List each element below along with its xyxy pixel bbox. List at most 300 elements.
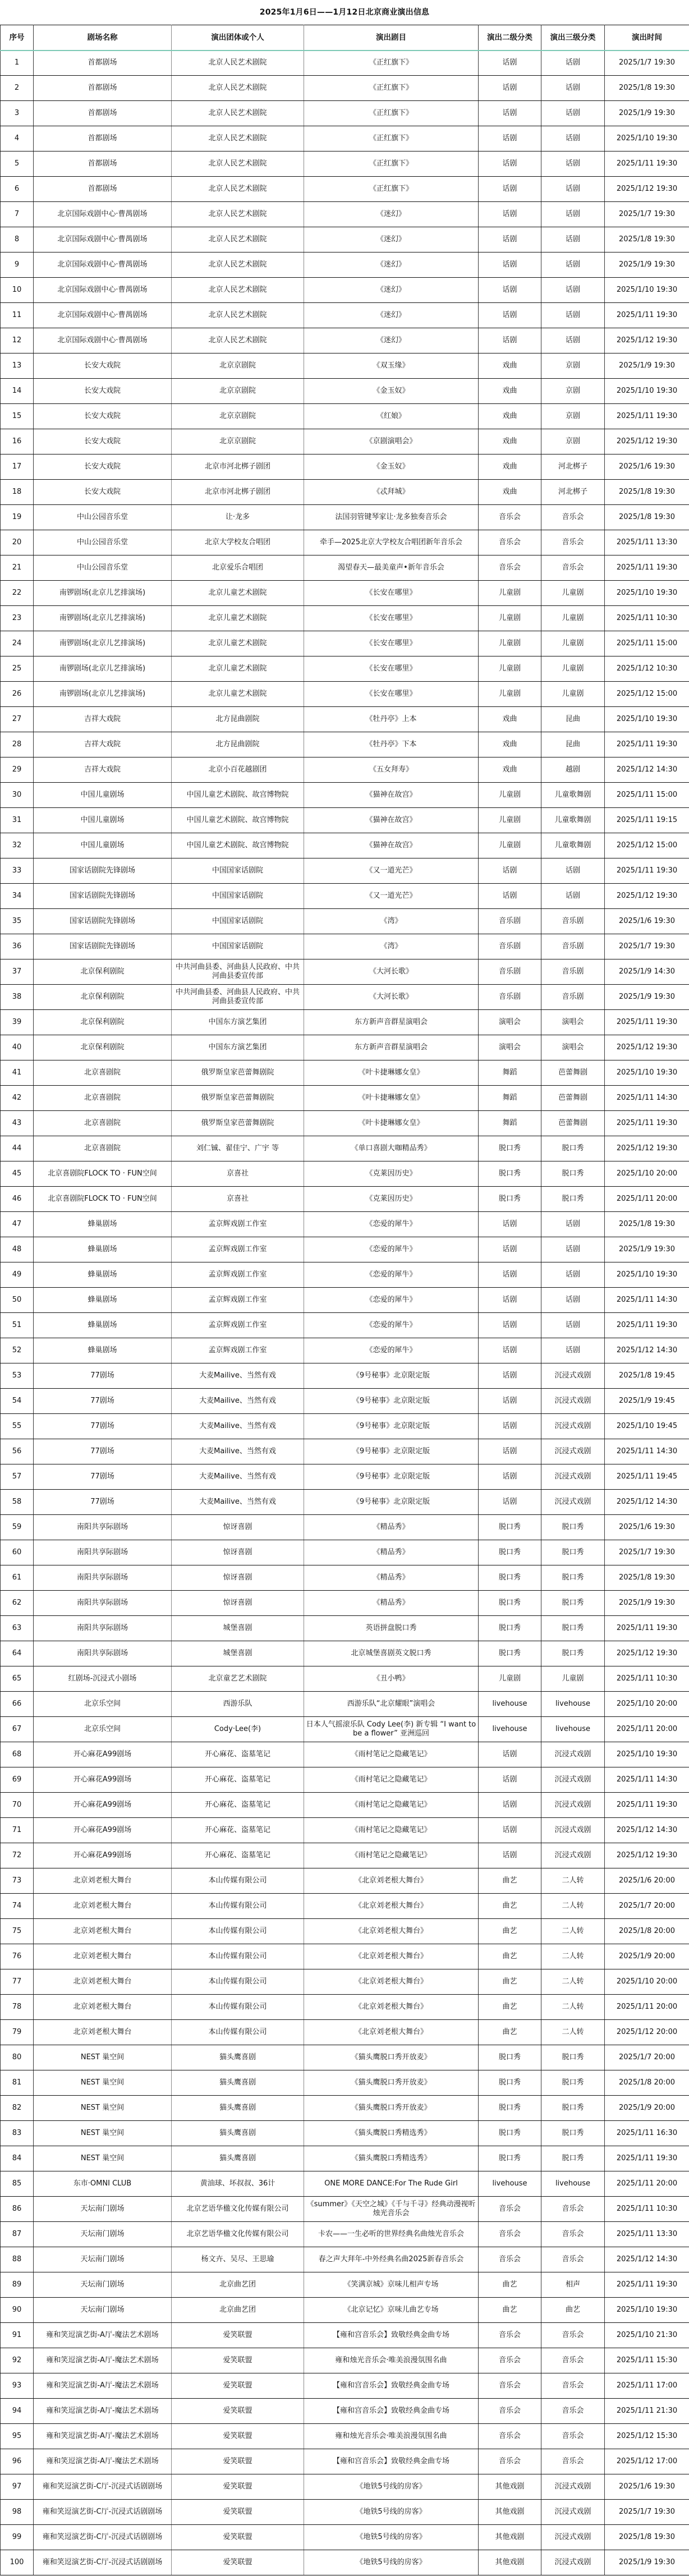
- cell-index: 100: [1, 2550, 34, 2575]
- cell-category-level2: 话剧: [479, 1742, 541, 1767]
- cell-time: 2025/1/11 19:15: [605, 808, 689, 833]
- cell-category-level2: 儿童剧: [479, 783, 541, 808]
- cell-venue: 南阳共享际剧场: [34, 1515, 172, 1540]
- table-row: [1, 1515, 689, 1540]
- table-row: [1, 1086, 689, 1111]
- cell-performer: 北京人民艺术剧院: [172, 303, 304, 328]
- cell-program: 《克莱因历史》: [304, 1161, 479, 1187]
- cell-performer: 孟京辉戏剧工作室: [172, 1262, 304, 1288]
- cell-index: 82: [1, 2096, 34, 2121]
- cell-category-level2: 音乐会: [479, 2424, 541, 2449]
- cell-venue: 雍和笑逗演艺街-A厅-魔法艺术剧场: [34, 2399, 172, 2424]
- cell-venue: 北京保利剧院: [34, 1035, 172, 1060]
- cell-index: 35: [1, 909, 34, 934]
- cell-index: 8: [1, 227, 34, 252]
- table-row: [1, 1919, 689, 1944]
- cell-venue: 南锣剧场(北京儿艺排演场): [34, 682, 172, 707]
- cell-index: 67: [1, 1717, 34, 1742]
- cell-index: 25: [1, 656, 34, 682]
- cell-time: 2025/1/9 20:00: [605, 2096, 689, 2121]
- cell-category-level3: 二人转: [541, 1868, 605, 1894]
- cell-time: 2025/1/12 14:30: [605, 1490, 689, 1515]
- table-row: [1, 555, 689, 581]
- cell-category-level2: 话剧: [479, 101, 541, 126]
- cell-venue: NEST 巢空间: [34, 2096, 172, 2121]
- cell-index: 88: [1, 2247, 34, 2272]
- cell-category-level2: 脱口秀: [479, 2045, 541, 2070]
- cell-category-level2: 话剧: [479, 1389, 541, 1414]
- table-row: [1, 707, 689, 732]
- cell-program: 《五女拜寿》: [304, 757, 479, 783]
- column-header-venue: 剧场名称: [34, 25, 172, 50]
- cell-category-level3: 脱口秀: [541, 1565, 605, 1591]
- cell-category-level2: 话剧: [479, 151, 541, 177]
- cell-time: 2025/1/11 19:30: [605, 858, 689, 884]
- cell-venue: 南阳共享际剧场: [34, 1565, 172, 1591]
- cell-performer: 开心麻花、盗墓笔记: [172, 1767, 304, 1793]
- table-row: [1, 2525, 689, 2550]
- cell-program: 《牡丹亭》上本: [304, 707, 479, 732]
- table-row: [1, 1010, 689, 1035]
- cell-venue: 雍和笑逗演艺街-C厅-沉浸式话剧剧场: [34, 2474, 172, 2500]
- cell-performer: 北京人民艺术剧院: [172, 328, 304, 353]
- cell-time: 2025/1/7 19:30: [605, 2500, 689, 2525]
- table-row: [1, 1212, 689, 1237]
- table-row: [1, 404, 689, 429]
- cell-venue: NEST 巢空间: [34, 2121, 172, 2146]
- cell-category-level3: 脱口秀: [541, 1616, 605, 1641]
- cell-program: 《猫头鹰脱口秀精选秀》: [304, 2121, 479, 2146]
- cell-program: 《牡丹亭》下本: [304, 732, 479, 757]
- cell-venue: 北京乐空间: [34, 1717, 172, 1742]
- cell-performer: 开心麻花、盗墓笔记: [172, 1818, 304, 1843]
- cell-category-level2: 话剧: [479, 227, 541, 252]
- table-row: [1, 858, 689, 884]
- cell-time: 2025/1/7 19:30: [605, 934, 689, 959]
- cell-program: 法国羽管键琴家让·龙多独奏音乐会: [304, 505, 479, 530]
- cell-program: 《大河长歌》: [304, 959, 479, 985]
- cell-venue: 77剧场: [34, 1464, 172, 1490]
- cell-program: 东方新声音群星演唱会: [304, 1035, 479, 1060]
- cell-venue: 中国儿童剧场: [34, 833, 172, 858]
- cell-venue: 北京刘老根大舞台: [34, 1894, 172, 1919]
- cell-index: 61: [1, 1565, 34, 1591]
- cell-performer: 大麦Mailive、当然有戏: [172, 1363, 304, 1389]
- cell-performer: 中共河曲县委、河曲县人民政府、中共河曲县委宣传部: [172, 985, 304, 1010]
- cell-performer: 中国国家话剧院: [172, 934, 304, 959]
- cell-performer: 惊讶喜剧: [172, 1565, 304, 1591]
- cell-program: 《9号秘事》北京限定版: [304, 1464, 479, 1490]
- table-row: [1, 454, 689, 480]
- cell-program: 《猫头鹰脱口秀开放麦》: [304, 2096, 479, 2121]
- cell-category-level2: 戏曲: [479, 404, 541, 429]
- cell-category-level2: 演唱会: [479, 1035, 541, 1060]
- cell-time: 2025/1/12 19:30: [605, 884, 689, 909]
- table-row: [1, 1692, 689, 1717]
- cell-venue: 雍和笑逗演艺街-A厅-魔法艺术剧场: [34, 2348, 172, 2373]
- cell-venue: 蜂巢剧场: [34, 1237, 172, 1262]
- cell-venue: 首都剧场: [34, 101, 172, 126]
- cell-index: 79: [1, 2020, 34, 2045]
- cell-index: 11: [1, 303, 34, 328]
- cell-program: 《湾》: [304, 934, 479, 959]
- cell-index: 4: [1, 126, 34, 151]
- cell-time: 2025/1/12 19:30: [605, 1035, 689, 1060]
- cell-venue: 蜂巢剧场: [34, 1262, 172, 1288]
- cell-category-level2: 曲艺: [479, 1894, 541, 1919]
- cell-venue: 开心麻花A99剧场: [34, 1742, 172, 1767]
- cell-program: 《北京记忆》京味儿曲艺专场: [304, 2298, 479, 2323]
- cell-venue: 吉祥大戏院: [34, 707, 172, 732]
- cell-time: 2025/1/9 19:30: [605, 2550, 689, 2575]
- cell-program: 《北京刘老根大舞台》: [304, 1995, 479, 2020]
- table-row: [1, 1338, 689, 1363]
- cell-index: 38: [1, 985, 34, 1010]
- cell-time: 2025/1/9 19:45: [605, 1389, 689, 1414]
- cell-category-level3: 脱口秀: [541, 1591, 605, 1616]
- cell-category-level3: 话剧: [541, 278, 605, 303]
- table-row: [1, 1540, 689, 1565]
- cell-index: 99: [1, 2525, 34, 2550]
- cell-venue: NEST 巢空间: [34, 2070, 172, 2096]
- cell-time: 2025/1/9 20:00: [605, 1944, 689, 1969]
- page-title: 2025年1月6日——1月12日北京商业演出信息: [259, 8, 430, 17]
- cell-program: 【雍和宫音乐会】致敬经典金曲专场: [304, 2399, 479, 2424]
- cell-category-level3: 二人转: [541, 2020, 605, 2045]
- table-row: [1, 76, 689, 101]
- cell-category-level2: 音乐会: [479, 2348, 541, 2373]
- cell-category-level3: 沉浸式戏剧: [541, 2500, 605, 2525]
- cell-venue: 长安大戏院: [34, 404, 172, 429]
- cell-performer: 中国儿童艺术剧院、故宫博物院: [172, 808, 304, 833]
- cell-performer: 孟京辉戏剧工作室: [172, 1212, 304, 1237]
- column-header-program: 演出剧目: [304, 25, 479, 50]
- cell-category-level2: 舞蹈: [479, 1060, 541, 1086]
- cell-category-level3: 话剧: [541, 50, 605, 76]
- cell-category-level3: 音乐会: [541, 2449, 605, 2474]
- cell-program: 春之声大拜年-中外经典名曲2025新春音乐会: [304, 2247, 479, 2272]
- cell-index: 40: [1, 1035, 34, 1060]
- cell-index: 77: [1, 1969, 34, 1995]
- cell-index: 21: [1, 555, 34, 581]
- cell-index: 73: [1, 1868, 34, 1894]
- cell-index: 15: [1, 404, 34, 429]
- cell-performer: 孟京辉戏剧工作室: [172, 1338, 304, 1363]
- cell-program: 卡农——一生必听的世界经典名曲烛光音乐会: [304, 2222, 479, 2247]
- cell-program: 《大河长歌》: [304, 985, 479, 1010]
- table-row: [1, 833, 689, 858]
- cell-performer: 北京艺语华楹文化传媒有限公司: [172, 2222, 304, 2247]
- cell-category-level2: 话剧: [479, 1843, 541, 1868]
- cell-performer: 北京京剧院: [172, 379, 304, 404]
- cell-category-level3: 话剧: [541, 1313, 605, 1338]
- cell-index: 78: [1, 1995, 34, 2020]
- cell-category-level2: 话剧: [479, 1793, 541, 1818]
- cell-venue: 雍和笑逗演艺街-A厅-魔法艺术剧场: [34, 2373, 172, 2399]
- cell-time: 2025/1/12 17:00: [605, 2449, 689, 2474]
- cell-category-level2: 话剧: [479, 252, 541, 278]
- cell-performer: 爱笑联盟: [172, 2399, 304, 2424]
- cell-program: 《长安在哪里》: [304, 581, 479, 606]
- cell-category-level3: 二人转: [541, 1919, 605, 1944]
- cell-time: 2025/1/10 19:30: [605, 581, 689, 606]
- cell-performer: 爱笑联盟: [172, 2500, 304, 2525]
- cell-program: 《金玉奴》: [304, 454, 479, 480]
- cell-category-level2: 音乐会: [479, 505, 541, 530]
- cell-category-level3: 话剧: [541, 126, 605, 151]
- cell-time: 2025/1/7 19:30: [605, 1540, 689, 1565]
- cell-index: 83: [1, 2121, 34, 2146]
- cell-category-level2: 话剧: [479, 202, 541, 227]
- cell-venue: 南锣剧场(北京儿艺排演场): [34, 656, 172, 682]
- cell-performer: 北京儿童艺术剧院: [172, 631, 304, 656]
- cell-time: 2025/1/12 20:00: [605, 2020, 689, 2045]
- cell-category-level3: 音乐会: [541, 2348, 605, 2373]
- cell-venue: 中国儿童剧场: [34, 783, 172, 808]
- cell-index: 1: [1, 50, 34, 76]
- cell-time: 2025/1/9 14:30: [605, 959, 689, 985]
- cell-venue: 77剧场: [34, 1414, 172, 1439]
- cell-performer: 北京儿童艺术剧院: [172, 682, 304, 707]
- table-row: [1, 2171, 689, 2197]
- cell-time: 2025/1/11 19:30: [605, 555, 689, 581]
- table-row: [1, 808, 689, 833]
- cell-time: 2025/1/9 19:30: [605, 1591, 689, 1616]
- cell-category-level3: 脱口秀: [541, 1641, 605, 1666]
- table-row: [1, 1767, 689, 1793]
- table-row: [1, 303, 689, 328]
- table-row: [1, 1262, 689, 1288]
- cell-program: 《正红旗下》: [304, 101, 479, 126]
- cell-category-level3: 儿童剧: [541, 606, 605, 631]
- cell-venue: 雍和笑逗演艺街-C厅-沉浸式话剧剧场: [34, 2500, 172, 2525]
- cell-category-level3: 话剧: [541, 101, 605, 126]
- table-row: [1, 1161, 689, 1187]
- cell-category-level2: 脱口秀: [479, 1641, 541, 1666]
- cell-time: 2025/1/10 19:30: [605, 2298, 689, 2323]
- cell-venue: 首都剧场: [34, 177, 172, 202]
- cell-category-level2: 其他戏剧: [479, 2525, 541, 2550]
- cell-program: 《丑小鸭》: [304, 1666, 479, 1692]
- cell-index: 6: [1, 177, 34, 202]
- cell-program: 《忒拜城》: [304, 480, 479, 505]
- cell-performer: 北京市河北梆子剧团: [172, 454, 304, 480]
- cell-time: 2025/1/11 20:00: [605, 2171, 689, 2197]
- cell-time: 2025/1/10 20:00: [605, 1161, 689, 1187]
- cell-venue: 长安大戏院: [34, 480, 172, 505]
- cell-category-level3: 芭蕾舞剧: [541, 1086, 605, 1111]
- cell-index: 58: [1, 1490, 34, 1515]
- cell-index: 36: [1, 934, 34, 959]
- cell-performer: 开心麻花、盗墓笔记: [172, 1742, 304, 1767]
- cell-category-level2: 儿童剧: [479, 606, 541, 631]
- cell-category-level3: 京剧: [541, 404, 605, 429]
- table-row: [1, 126, 689, 151]
- cell-category-level2: 儿童剧: [479, 833, 541, 858]
- cell-category-level2: 儿童剧: [479, 631, 541, 656]
- table-row: [1, 2348, 689, 2373]
- cell-performer: 大麦Mailive、当然有戏: [172, 1464, 304, 1490]
- cell-category-level3: 曲艺: [541, 2298, 605, 2323]
- cell-index: 53: [1, 1363, 34, 1389]
- cell-program: 《湾》: [304, 909, 479, 934]
- cell-category-level2: 脱口秀: [479, 2146, 541, 2171]
- cell-category-level2: 戏曲: [479, 707, 541, 732]
- cell-performer: 北京京剧院: [172, 429, 304, 454]
- cell-category-level2: 音乐剧: [479, 934, 541, 959]
- cell-index: 80: [1, 2045, 34, 2070]
- cell-index: 81: [1, 2070, 34, 2096]
- cell-time: 2025/1/10 19:30: [605, 1262, 689, 1288]
- cell-performer: 大麦Mailive、当然有戏: [172, 1414, 304, 1439]
- cell-program: 《地铁5号线的房客》: [304, 2550, 479, 2575]
- table-row: [1, 2020, 689, 2045]
- cell-category-level3: 儿童剧: [541, 581, 605, 606]
- cell-performer: 中国儿童艺术剧院、故宫博物院: [172, 783, 304, 808]
- table-row: [1, 2272, 689, 2298]
- cell-performer: 北方昆曲剧院: [172, 732, 304, 757]
- cell-program: 西游乐队“北京耀眼”演唱会: [304, 1692, 479, 1717]
- cell-venue: 北京刘老根大舞台: [34, 1868, 172, 1894]
- table-row: [1, 50, 689, 76]
- cell-index: 31: [1, 808, 34, 833]
- cell-index: 18: [1, 480, 34, 505]
- cell-performer: 惊讶喜剧: [172, 1515, 304, 1540]
- cell-venue: 天坛南门剧场: [34, 2247, 172, 2272]
- cell-category-level3: 京剧: [541, 353, 605, 379]
- cell-time: 2025/1/6 19:30: [605, 1515, 689, 1540]
- cell-performer: 北京艺语华楹文化传媒有限公司: [172, 2197, 304, 2222]
- cell-performer: 北京小百花越剧团: [172, 757, 304, 783]
- cell-time: 2025/1/12 14:30: [605, 1818, 689, 1843]
- cell-category-level3: 音乐会: [541, 2399, 605, 2424]
- cell-time: 2025/1/12 19:30: [605, 1843, 689, 1868]
- cell-time: 2025/1/12 15:00: [605, 833, 689, 858]
- cell-program: 《迷幻》: [304, 202, 479, 227]
- cell-venue: 北京国际戏剧中心·曹禺剧场: [34, 328, 172, 353]
- cell-category-level2: 其他戏剧: [479, 2474, 541, 2500]
- cell-venue: 国家话剧院先锋剧场: [34, 909, 172, 934]
- table-row: [1, 1742, 689, 1767]
- cell-index: 85: [1, 2171, 34, 2197]
- cell-category-level2: 其他戏剧: [479, 2550, 541, 2575]
- cell-category-level3: 沉浸式戏剧: [541, 1490, 605, 1515]
- cell-time: 2025/1/6 19:30: [605, 2474, 689, 2500]
- cell-venue: 北京乐空间: [34, 1692, 172, 1717]
- cell-category-level3: 演唱会: [541, 1010, 605, 1035]
- cell-category-level3: 话剧: [541, 252, 605, 278]
- cell-performer: 中共河曲县委、河曲县人民政府、中共河曲县委宣传部: [172, 959, 304, 985]
- cell-category-level2: 音乐剧: [479, 909, 541, 934]
- cell-program: 《叶卡捷琳娜女皇》: [304, 1111, 479, 1136]
- cell-index: 68: [1, 1742, 34, 1767]
- table-row: [1, 202, 689, 227]
- cell-program: 《猫头鹰脱口秀开放麦》: [304, 2070, 479, 2096]
- cell-program: 《长安在哪里》: [304, 656, 479, 682]
- cell-category-level3: 沉浸式戏剧: [541, 1464, 605, 1490]
- table-row: [1, 379, 689, 404]
- cell-time: 2025/1/11 14:30: [605, 1288, 689, 1313]
- cell-category-level3: 二人转: [541, 1894, 605, 1919]
- cell-performer: 惊讶喜剧: [172, 1540, 304, 1565]
- table-row: [1, 2373, 689, 2399]
- cell-program: 《恋爱的犀牛》: [304, 1212, 479, 1237]
- cell-category-level3: 话剧: [541, 1237, 605, 1262]
- cell-category-level2: 曲艺: [479, 2272, 541, 2298]
- cell-category-level3: 音乐会: [541, 2323, 605, 2348]
- cell-program: 《北京刘老根大舞台》: [304, 2020, 479, 2045]
- cell-index: 43: [1, 1111, 34, 1136]
- cell-category-level2: livehouse: [479, 2171, 541, 2197]
- cell-program: 《精品秀》: [304, 1540, 479, 1565]
- cell-program: 《迷幻》: [304, 278, 479, 303]
- cell-program: 《叶卡捷琳娜女皇》: [304, 1060, 479, 1086]
- table-row: [1, 151, 689, 177]
- cell-venue: 北京保利剧院: [34, 1010, 172, 1035]
- cell-category-level3: 脱口秀: [541, 2045, 605, 2070]
- cell-program: 《正红旗下》: [304, 126, 479, 151]
- cell-program: 《又一道光芒》: [304, 858, 479, 884]
- cell-index: 27: [1, 707, 34, 732]
- cell-time: 2025/1/11 19:30: [605, 303, 689, 328]
- cell-performer: 杨文卉、吴尽、王思瑜: [172, 2247, 304, 2272]
- cell-program: 《9号秘事》北京限定版: [304, 1363, 479, 1389]
- table-row: [1, 581, 689, 606]
- cell-category-level2: 脱口秀: [479, 1187, 541, 1212]
- cell-time: 2025/1/9 19:30: [605, 985, 689, 1010]
- cell-venue: 长安大戏院: [34, 454, 172, 480]
- cell-category-level3: 脱口秀: [541, 2121, 605, 2146]
- table-row: [1, 1187, 689, 1212]
- table-row: [1, 2197, 689, 2222]
- cell-category-level3: 话剧: [541, 177, 605, 202]
- cell-performer: 爱笑联盟: [172, 2348, 304, 2373]
- cell-time: 2025/1/10 19:30: [605, 278, 689, 303]
- cell-category-level3: 音乐会: [541, 2424, 605, 2449]
- cell-category-level2: 儿童剧: [479, 1666, 541, 1692]
- cell-category-level2: 音乐会: [479, 2222, 541, 2247]
- cell-venue: 开心麻花A99剧场: [34, 1793, 172, 1818]
- cell-performer: 北京人民艺术剧院: [172, 151, 304, 177]
- table-row: [1, 1363, 689, 1389]
- cell-index: 91: [1, 2323, 34, 2348]
- cell-time: 2025/1/8 19:30: [605, 1565, 689, 1591]
- cell-time: 2025/1/10 19:30: [605, 707, 689, 732]
- cell-venue: 北京国际戏剧中心·曹禺剧场: [34, 227, 172, 252]
- table-row: [1, 631, 689, 656]
- cell-venue: 北京刘老根大舞台: [34, 1944, 172, 1969]
- cell-performer: 北京人民艺术剧院: [172, 227, 304, 252]
- cell-program: 《金玉奴》: [304, 379, 479, 404]
- cell-time: 2025/1/12 15:00: [605, 682, 689, 707]
- cell-venue: 雍和笑逗演艺街-A厅-魔法艺术剧场: [34, 2449, 172, 2474]
- cell-index: 20: [1, 530, 34, 555]
- cell-index: 64: [1, 1641, 34, 1666]
- cell-index: 23: [1, 606, 34, 631]
- cell-category-level3: 越剧: [541, 757, 605, 783]
- cell-program: 《克莱因历史》: [304, 1187, 479, 1212]
- cell-program: 《迷幻》: [304, 328, 479, 353]
- cell-performer: 北京人民艺术剧院: [172, 126, 304, 151]
- cell-category-level3: 二人转: [541, 1995, 605, 2020]
- header-row: [1, 25, 689, 50]
- table-row: [1, 2298, 689, 2323]
- cell-venue: 北京喜剧院: [34, 1136, 172, 1161]
- cell-category-level3: 儿童歌舞剧: [541, 783, 605, 808]
- cell-index: 33: [1, 858, 34, 884]
- cell-category-level2: 话剧: [479, 1414, 541, 1439]
- cell-program: 《京剧演唱会》: [304, 429, 479, 454]
